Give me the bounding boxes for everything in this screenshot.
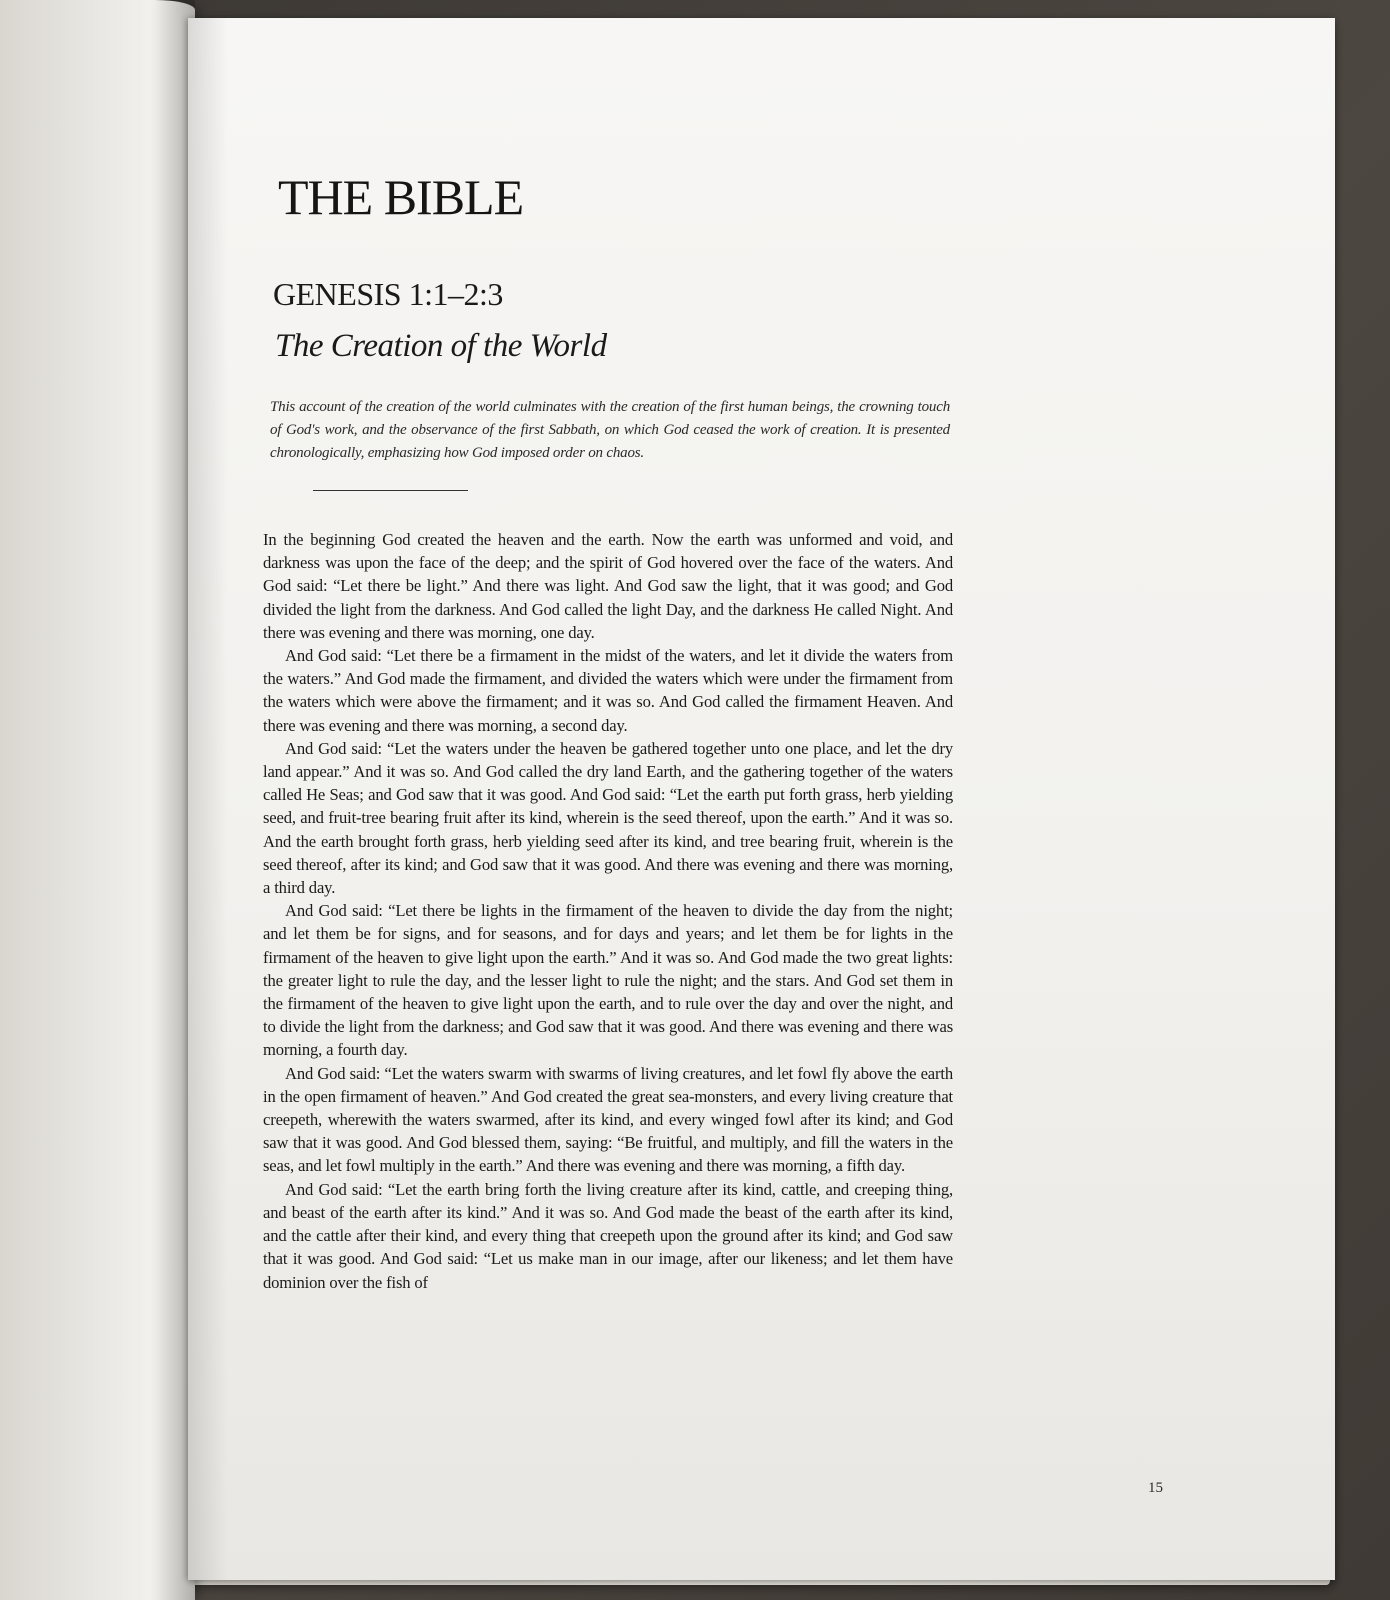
paragraph: And God said: “Let the waters swarm with swarms of living creatures, and let fowl fly above the earth in the open firmament of heaven.” And God created the great sea-monsters, and every living creature that creepeth, wherewith the waters swarmed, after its kind, and every winged fowl after its kind; and God saw that it was good. And God blessed them, saying: “Be fruitful, and multiply, and fill the waters in the seas, and let fowl multiply in the earth.” And there was evening and there was morning, a fifth day. — [263, 1063, 953, 1176]
book-title: THE BIBLE — [278, 169, 524, 225]
paragraph: In the beginning God created the heaven and the earth. Now the earth was unformed and void, and darkness was upon the face of the deep; and the spirit of God hovered over the face of the waters. And God said: “Let there be light.” And there was light. And God saw the light, that it was good; and God divided the light from the darkness. And God called the light Day, and the darkness He called Night. And there was evening and there was morning, one day. — [263, 530, 953, 642]
book-page — [188, 18, 1335, 1580]
page-number: 15 — [1148, 1480, 1163, 1496]
paragraph: And God said: “Let the earth bring forth the living creature after its kind, cattle, and creeping thing, and beast of the earth after its kind.” And it was so. And God made the beast of the earth after its kind, and the cattle after their kind, and every thing that creepeth upon the ground after its kind; and God saw that it was good. And God said: “Let us make man in our image, after our likeness; and let them have dominion over the fish of — [263, 1179, 953, 1292]
paragraph: And God said: “Let there be a firmament in the midst of the waters, and let it divide the waters from the waters.” And God made the firmament, and divided the waters which were under the firmament from the waters which were above the firmament; and it was so. And God called the firmament Heaven. And there was evening and there was morning, a second day. — [263, 646, 953, 735]
gutter-shade — [188, 18, 228, 1580]
section-divider — [313, 490, 468, 491]
scripture-body — [263, 528, 953, 1294]
introduction-text: This account of the creation of the world culminates with the creation of the first human beings, the crowning touch of God's work, and the observance of the first Sabbath, on which God ceased the work of creation. It is presented chronologically, emphasizing how God imposed order on chaos. — [270, 399, 950, 461]
paragraph: And God said: “Let there be lights in the firmament of the heaven to divide the day from the night; and let them be for signs, and for seasons, and for days and years; and let them be for lights in the firmament of the heaven to give light upon the earth.” And it was so. And God made the two great lights: the greater light to rule the day, and the lesser light to rule the night; and the stars. And God set them in the firmament of the heaven to give light upon the earth, and to rule over the day and over the night, and to divide the light from the darkness; and God saw that it was good. And there was evening and there was morning, a fourth day. — [263, 901, 953, 1060]
chapter-reference: GENESIS 1:1–2:3 — [273, 276, 503, 312]
paragraph: And God said: “Let the waters under the heaven be gathered together unto one place, and let the dry land appear.” And it was so. And God called the dry land Earth, and the gathering together of the waters called He Seas; and God saw that it was good. And God said: “Let the earth put forth grass, herb yielding seed, and fruit-tree bearing fruit after its kind, wherein is the seed thereof, upon the earth.” And it was so. And the earth brought forth grass, herb yielding seed after its kind, and tree bearing fruit, wherein is the seed thereof, after its kind; and God saw that it was good. And there was evening and there was morning, a third day. — [263, 738, 953, 898]
chapter-title: The Creation of the World — [275, 328, 607, 364]
